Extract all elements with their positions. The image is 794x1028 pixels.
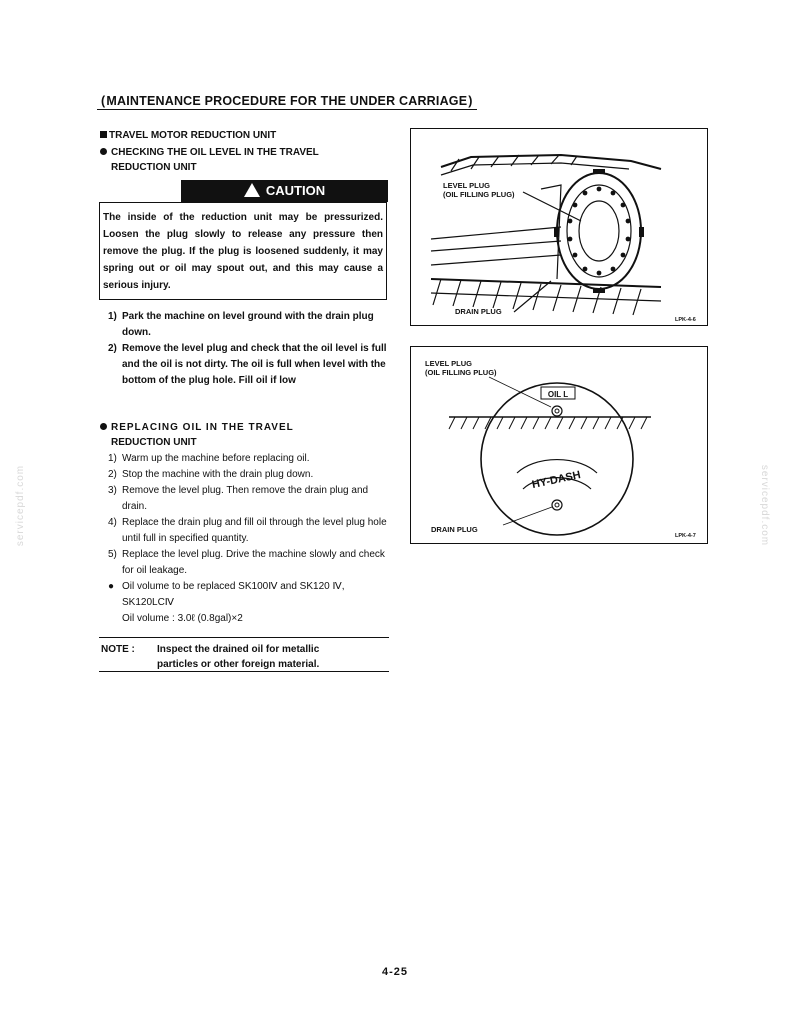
- note-line2: particles or other foreign material.: [157, 659, 320, 670]
- sub-heading-replacing: [100, 420, 294, 450]
- watermark-left: servicepdf.com: [15, 464, 27, 547]
- step-text: Stop the machine with the drain plug down.: [122, 469, 314, 480]
- figure-undercarriage: [410, 128, 708, 326]
- replace-step: [108, 467, 388, 483]
- step-text: Park the machine on level ground with the drain plug down.: [122, 311, 374, 338]
- figure2-level-plug-line2: (OIL FILLING PLUG): [425, 368, 497, 377]
- note-line1: Inspect the drained oil for metallic: [157, 644, 320, 655]
- check-step: [108, 341, 388, 389]
- warning-triangle-icon: [244, 183, 260, 197]
- figure1-code: LPK-4-6: [675, 317, 696, 323]
- step-text: Replace the level plug. Drive the machine slowly and check for oil leakage.: [122, 549, 385, 576]
- step-text: Replace the drain plug and fill oil through the level plug hole until full in specified quantity.: [122, 517, 387, 544]
- sub-heading-checking-line2: REDUCTION UNIT: [111, 162, 197, 173]
- note-bottom-rule: [99, 671, 389, 672]
- caution-label: CAUTION: [265, 183, 326, 198]
- figure1-level-plug-label: [443, 181, 515, 199]
- heading-travel-motor: [100, 128, 276, 143]
- oil-level-mark: OIL L: [547, 390, 569, 399]
- sub-heading-replacing-line2: REDUCTION UNIT: [111, 437, 197, 448]
- page-number: 4-25: [382, 966, 409, 978]
- step-text: Remove the level plug. Then remove the drain plug and drain.: [122, 485, 369, 512]
- watermark-right: servicepdf.com: [759, 464, 771, 547]
- note: [101, 642, 389, 672]
- step-text: Remove the level plug and check that the oil level is full and the oil is not dirty. The oil is full when level with the bottom of the plug hole. Fill oil if low: [122, 343, 387, 386]
- caution-text: The inside of the reduction unit may be pressurized. Loosen the plug slowly to release any pressure then remove the plug. If the plug is loosened suddenly, it may spring out or oil may spout out, and this may cause a serious injury.: [103, 212, 383, 291]
- undercarriage-drawing: [411, 129, 707, 325]
- oil-volume-value: [108, 611, 388, 627]
- sub-heading-checking: [100, 145, 319, 175]
- figure2-code: LPK-4-7: [675, 533, 696, 539]
- step-number: 3): [108, 485, 117, 496]
- replace-step: [108, 483, 388, 515]
- sub-heading-checking-line1: CHECKING THE OIL LEVEL IN THE TRAVEL: [111, 147, 319, 158]
- note-label: NOTE :: [101, 644, 135, 655]
- figure1-level-plug-line1: LEVEL PLUG: [443, 181, 490, 190]
- bullet-icon: ●: [108, 581, 115, 592]
- step-text: Oil volume : 3.0ℓ (0.8gal)×2: [122, 613, 243, 624]
- step-text: Warm up the machine before replacing oil.: [122, 453, 310, 464]
- brand-mark: HY-DASH: [530, 469, 582, 492]
- figure2-level-plug-label: [425, 359, 497, 377]
- caution-banner: [181, 180, 388, 202]
- oil-volume-item: [108, 579, 388, 611]
- step-number: 5): [108, 549, 117, 560]
- replace-steps: [108, 451, 388, 627]
- figure-oil-level: [410, 346, 708, 544]
- replace-step: [108, 515, 388, 547]
- step-number: 1): [108, 311, 117, 322]
- step-number: 2): [108, 343, 117, 354]
- bullet-icon: [100, 148, 107, 155]
- heading-travel-motor-text: TRAVEL MOTOR REDUCTION UNIT: [109, 130, 277, 141]
- section-title: ( MAINTENANCE PROCEDURE FOR THE UNDER CARRIAGE ): [97, 94, 477, 110]
- bullet-icon: [100, 423, 107, 430]
- check-steps: [108, 309, 388, 389]
- figure1-level-plug-line2: (OIL FILLING PLUG): [443, 190, 515, 199]
- step-number: 4): [108, 517, 117, 528]
- replace-step: [108, 547, 388, 579]
- step-number: 2): [108, 469, 117, 480]
- figure2-drain-plug-label: DRAIN PLUG: [431, 525, 478, 534]
- step-text: Oil volume to be replaced SK100Ⅳ and SK120 Ⅳ, SK120LCⅣ: [122, 581, 345, 608]
- note-top-rule: [99, 637, 389, 638]
- figure2-level-plug-line1: LEVEL PLUG: [425, 359, 472, 368]
- step-number: 1): [108, 453, 117, 464]
- figure1-drain-plug-label: DRAIN PLUG: [455, 307, 502, 316]
- square-bullet-icon: [100, 131, 107, 138]
- check-step: [108, 309, 388, 341]
- replace-step: [108, 451, 388, 467]
- sub-heading-replacing-line1: REPLACING OIL IN THE TRAVEL: [111, 422, 294, 433]
